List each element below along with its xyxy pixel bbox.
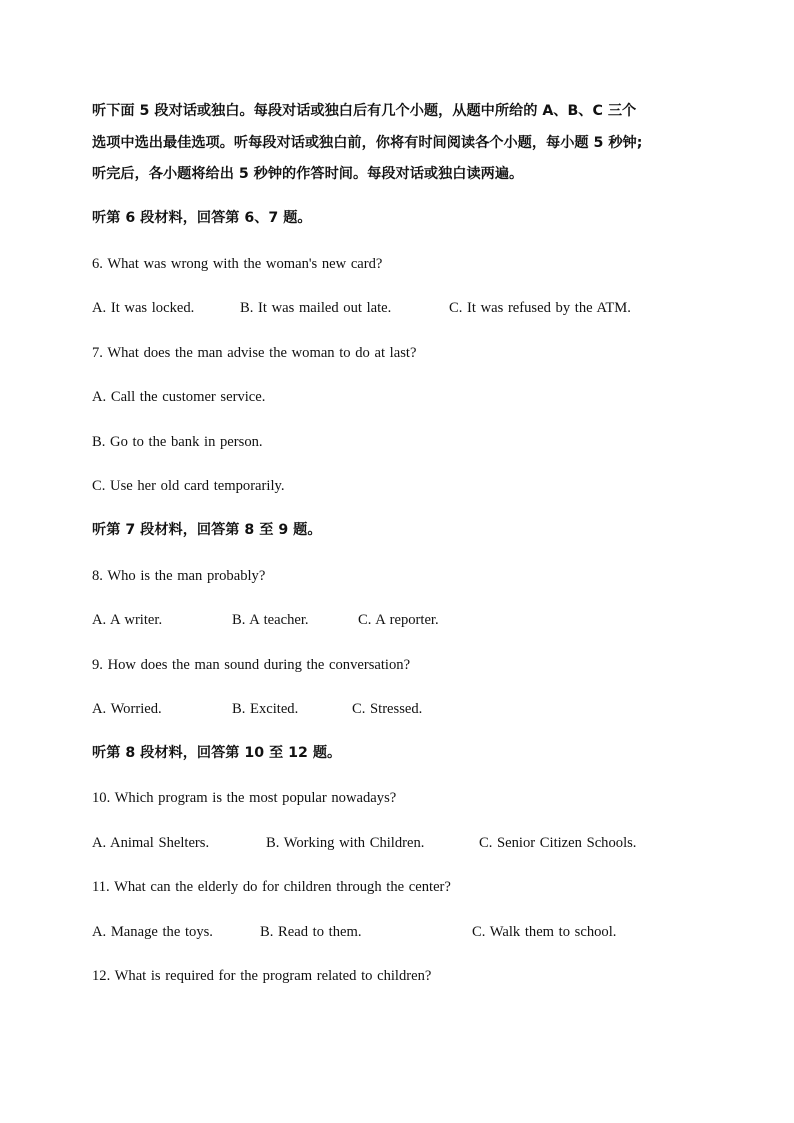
question-6: 6. What was wrong with the woman's new card?: [92, 256, 383, 272]
question-9: 9. How does the man sound during the conversation?: [92, 657, 411, 673]
question-12: 12. What is required for the program related to children?: [92, 968, 432, 984]
instructions-line-3: 听完后，各小题将给出 5 秒钟的作答时间。每段对话或独白读两遍。: [92, 166, 524, 182]
question-9-option-b: B. Excited.: [232, 701, 299, 717]
question-9-options: [92, 700, 712, 718]
question-10-option-a: A. Animal Shelters.: [92, 835, 210, 851]
question-11-option-a: A. Manage the toys.: [92, 924, 213, 940]
question-8: 8. Who is the man probably?: [92, 568, 266, 584]
question-7-option-b: B. Go to the bank in person.: [92, 434, 263, 450]
question-10: 10. Which program is the most popular nowadays?: [92, 790, 397, 806]
question-6-option-a: A. It was locked.: [92, 300, 195, 316]
question-11: 11. What can the elderly do for children through the center?: [92, 879, 451, 895]
question-11-options: [92, 923, 712, 941]
question-6-option-b: B. It was mailed out late.: [240, 300, 392, 316]
question-10-option-b: B. Working with Children.: [266, 835, 425, 851]
section-8-heading: 听第 8 段材料，回答第 10 至 12 题。: [92, 745, 342, 761]
question-11-option-c: C. Walk them to school.: [472, 924, 617, 940]
question-10-option-c: C. Senior Citizen Schools.: [479, 835, 637, 851]
question-7: 7. What does the man advise the woman to do at last?: [92, 345, 417, 361]
question-11-option-b: B. Read to them.: [260, 924, 362, 940]
question-9-option-a: A. Worried.: [92, 701, 162, 717]
question-8-option-a: A. A writer.: [92, 612, 163, 628]
instructions-line-2: 选项中选出最佳选项。听每段对话或独白前，你将有时间阅读各个小题，每小题 5 秒钟;: [92, 135, 643, 151]
section-7-heading: 听第 7 段材料，回答第 8 至 9 题。: [92, 522, 322, 538]
question-7-option-a: A. Call the customer service.: [92, 389, 266, 405]
question-6-option-c: C. It was refused by the ATM.: [449, 300, 631, 316]
question-6-options: [92, 299, 712, 317]
question-8-option-c: C. A reporter.: [358, 612, 439, 628]
question-8-option-b: B. A teacher.: [232, 612, 309, 628]
question-8-options: [92, 611, 712, 629]
section-6-heading: 听第 6 段材料，回答第 6、7 题。: [92, 210, 312, 226]
instructions-line-1: 听下面 5 段对话或独白。每段对话或独白后有几个小题，从题中所给的 A、B、C 三个: [92, 103, 637, 119]
question-7-option-c: C. Use her old card temporarily.: [92, 478, 285, 494]
question-9-option-c: C. Stressed.: [352, 701, 423, 717]
question-10-options: [92, 834, 712, 852]
